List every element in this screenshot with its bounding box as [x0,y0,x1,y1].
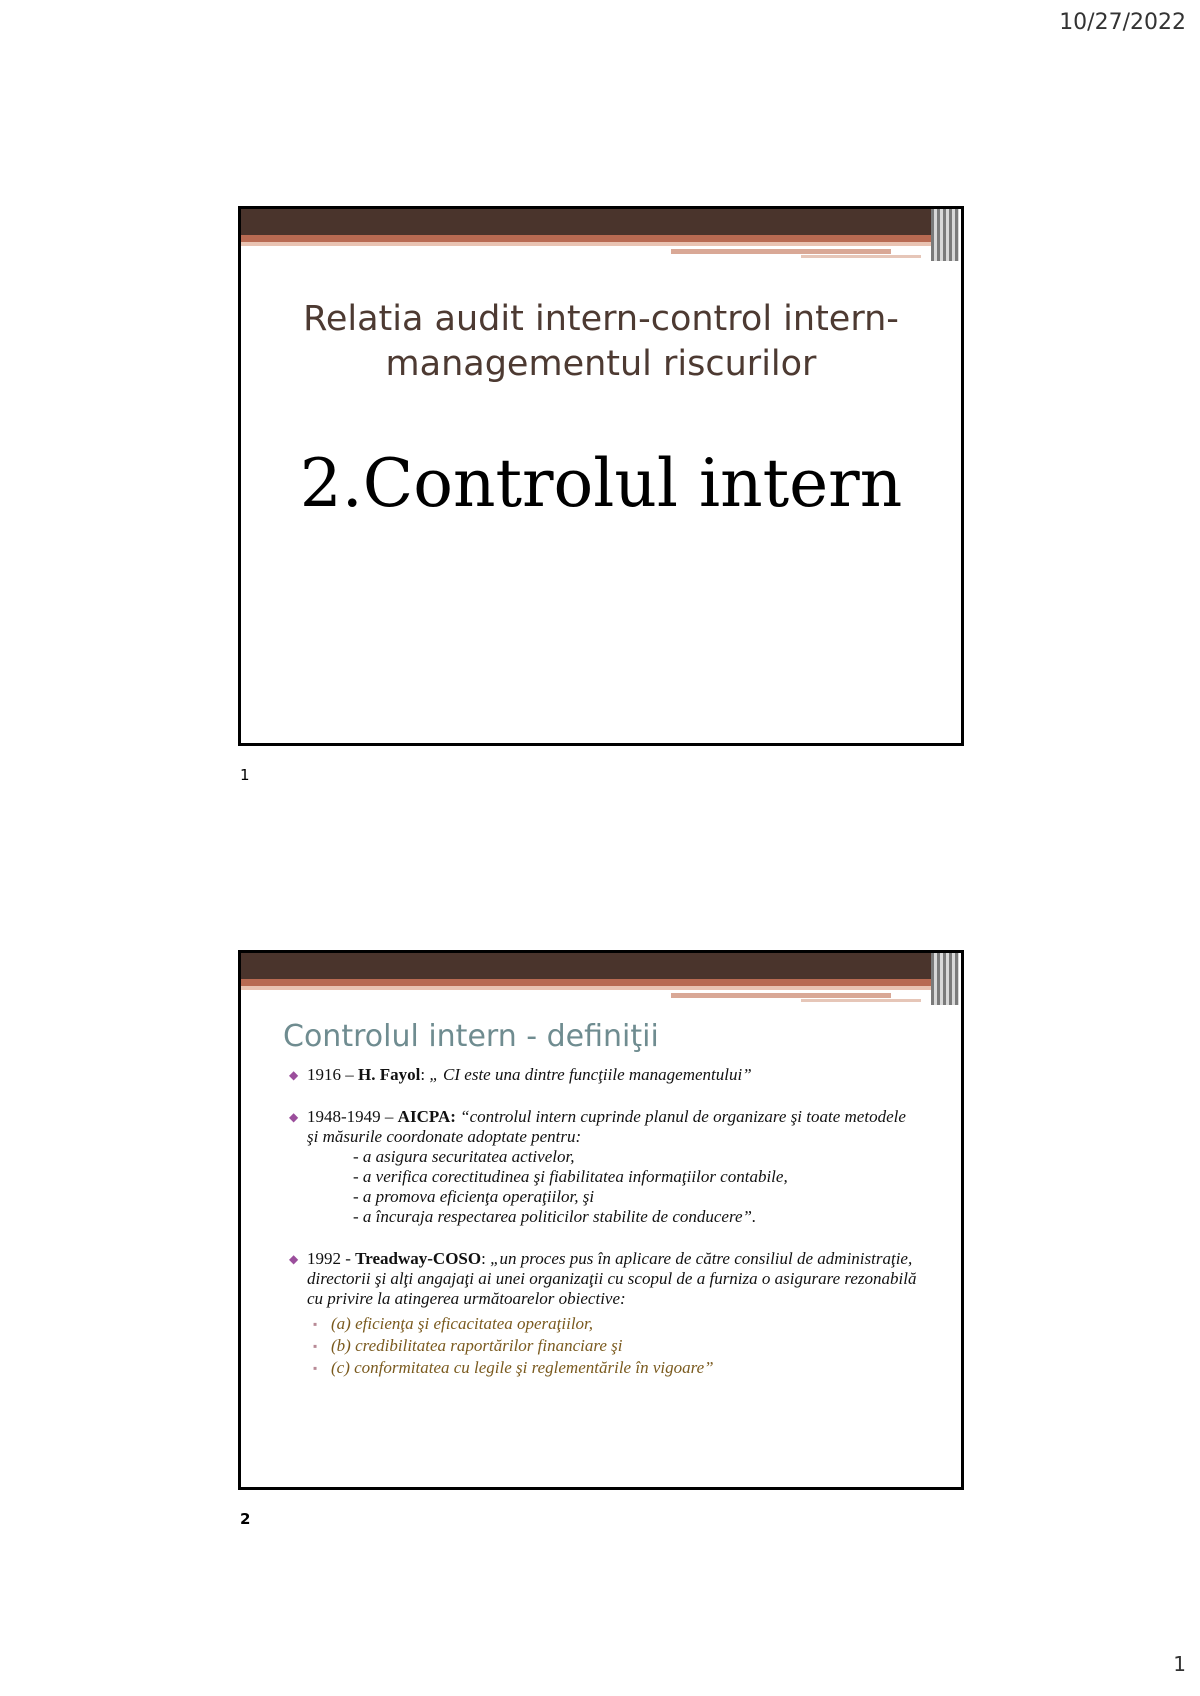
square-bullet-icon: ▪ [313,1361,318,1375]
bullet-icon: ◆ [289,1110,299,1124]
page-number: 1 [1173,1652,1186,1676]
print-date: 10/27/2022 [1059,10,1186,35]
coso-objective: ▪ (a) eficienţa şi eficacitatea operaţiilor, [313,1314,594,1333]
slide-1-title: Relatia audit intern-control intern- managementul riscurilor [303,299,899,384]
coso-objective: ▪ (b) credibilitatea raportărilor financiare şi [313,1336,623,1355]
bullet-icon: ◆ [289,1068,299,1082]
slide-1-subtitle: 2.Controlul intern [299,445,903,522]
slide-header-band [241,209,961,257]
coso-objective: ▪ (c) conformitatea cu legile şi reglementările în vigoare” [313,1358,714,1377]
slide-2-number: 2 [240,1510,251,1528]
aicpa-line: - a încuraja respectarea politicilor stabilite de conducere”. [353,1207,757,1226]
aicpa-line: - a asigura securitatea activelor, [353,1147,575,1166]
slide-2-heading: Controlul intern - definiţii [283,1019,659,1054]
aicpa-line: - a verifica corectitudinea şi fiabilitatea informaţiilor contabile, [353,1167,788,1186]
coso-objectives [307,1313,921,1379]
definitions-list [287,1065,921,1401]
square-bullet-icon: ▪ [313,1339,318,1353]
aicpa-line: - a promova eficienţa operaţiilor, şi [353,1187,595,1206]
slide-2 [238,950,964,1490]
slide-1 [238,206,964,746]
square-bullet-icon: ▪ [313,1317,318,1331]
definition-item-coso: ◆ 1992 - Treadway-COSO: „un proces pus în aplicare de către consiliul de administraţie, directorii şi alţi angajaţi ai unei organizaţii cu scopul de a furniza o asigurare rezonabilă cu privire la atingerea următoarelor obiective: ▪ (a) eficienţa şi eficacitatea operaţiilor, ▪ (b) credibilitatea raportărilor financiare şi ▪ (c) conformitatea cu legile şi reglementările în vigoare” [287,1249,921,1379]
definition-item-aicpa: ◆ 1948-1949 – AICPA: “controlul intern cuprinde planul de organizare şi toate metodele şi măsurile coordonate adoptate pentru: - a asigura securitatea activelor, - a verifica corectitudinea şi fiabilitatea informaţiilor contabile, - a promova eficienţa operaţiilor, şi - a încuraja respectarea politicilor stabilite de conducere”. [287,1107,921,1227]
slide-1-number: 1 [240,766,250,784]
definition-item-fayol: ◆ 1916 – H. Fayol: „ CI este una dintre funcţiile managementului” [289,1065,752,1084]
bullet-icon: ◆ [289,1252,299,1266]
slide-header-band [241,953,961,1001]
